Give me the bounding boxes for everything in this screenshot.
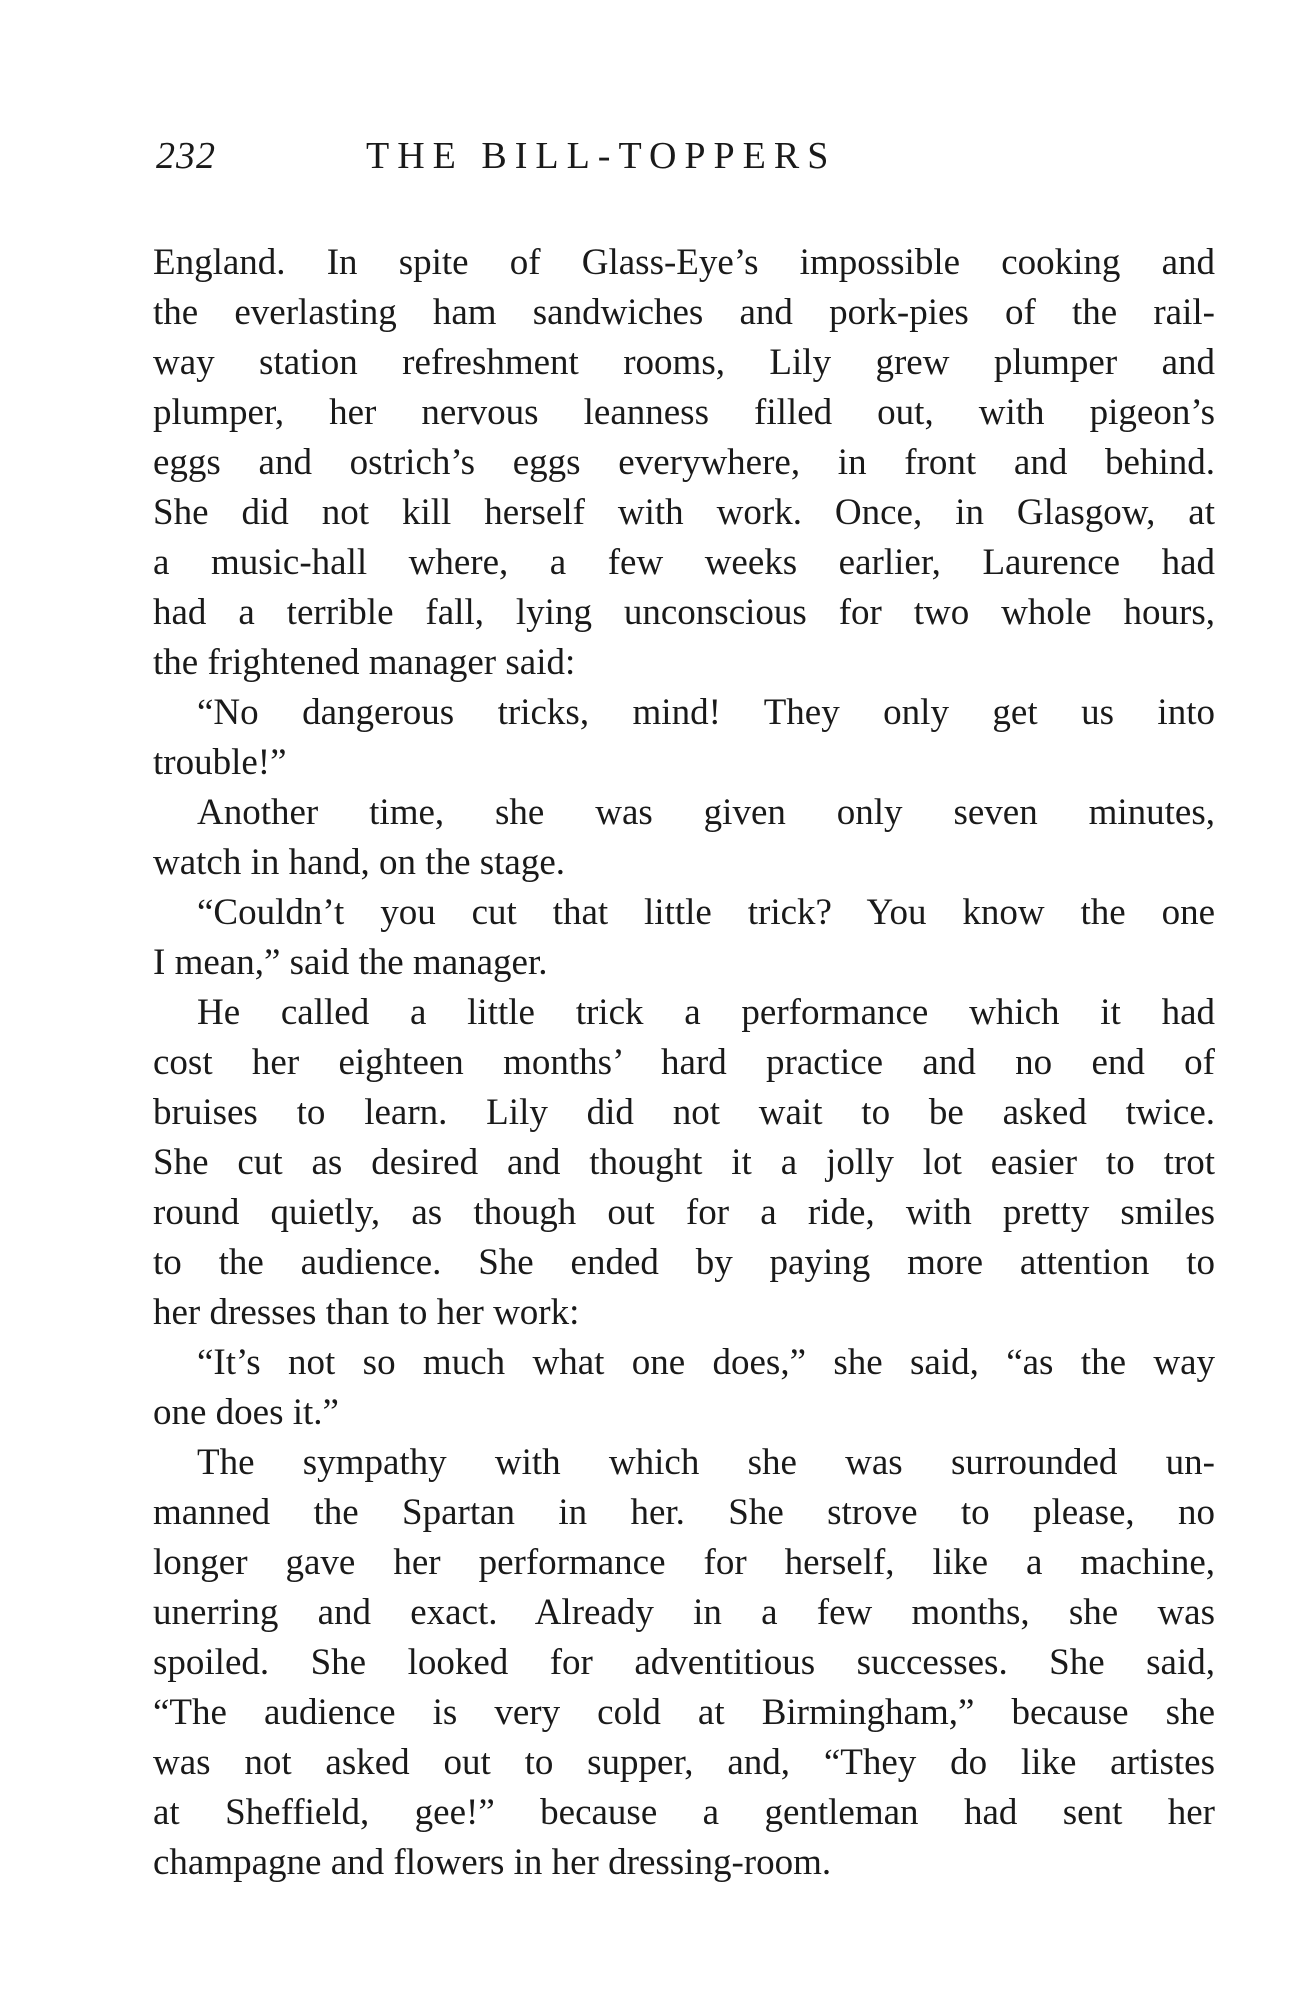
running-title: THE BILL-TOPPERS bbox=[366, 135, 837, 177]
text-line: “It’s not so much what one does,” she said, “as the way bbox=[197, 1342, 1215, 1383]
text-line: one does it.” bbox=[153, 1392, 339, 1433]
text-line: the frightened manager said: bbox=[153, 642, 576, 683]
text-line: was not asked out to supper, and, “They do like artistes bbox=[153, 1742, 1215, 1783]
text-line: England. In spite of Glass-Eye’s impossible cooking and bbox=[153, 242, 1215, 283]
text-line: unerring and exact. Already in a few months, she was bbox=[153, 1592, 1215, 1633]
text-line: “The audience is very cold at Birmingham,” because she bbox=[153, 1692, 1215, 1733]
text-line: her dresses than to her work: bbox=[153, 1292, 580, 1333]
text-line: champagne and flowers in her dressing-room. bbox=[153, 1842, 832, 1883]
text-line: watch in hand, on the stage. bbox=[153, 842, 566, 883]
text-line: I mean,” said the manager. bbox=[153, 942, 548, 983]
text-line: at Sheffield, gee!” because a gentleman had sent her bbox=[153, 1792, 1215, 1833]
page-header bbox=[156, 134, 1216, 194]
text-line: way station refreshment rooms, Lily grew plumper and bbox=[153, 342, 1215, 383]
text-line: had a terrible fall, lying unconscious for two whole hours, bbox=[153, 592, 1215, 633]
page-number: 232 bbox=[156, 135, 216, 177]
text-line: a music-hall where, a few weeks earlier, Laurence had bbox=[153, 542, 1215, 583]
text-line: Another time, she was given only seven minutes, bbox=[197, 792, 1215, 833]
text-line: round quietly, as though out for a ride, with pretty smiles bbox=[153, 1192, 1215, 1233]
text-line: to the audience. She ended by paying more attention to bbox=[153, 1242, 1215, 1283]
text-line: trouble!” bbox=[153, 742, 287, 783]
body-text bbox=[153, 238, 1215, 1888]
text-line: The sympathy with which she was surrounded un- bbox=[197, 1442, 1215, 1483]
text-line: bruises to learn. Lily did not wait to be asked twice. bbox=[153, 1092, 1215, 1133]
text-line: plumper, her nervous leanness filled out, with pigeon’s bbox=[153, 392, 1215, 433]
text-line: the everlasting ham sandwiches and pork-pies of the rail- bbox=[153, 292, 1215, 333]
text-line: spoiled. She looked for adventitious successes. She said, bbox=[153, 1642, 1215, 1683]
text-line: “Couldn’t you cut that little trick? You know the one bbox=[197, 892, 1215, 933]
text-line: eggs and ostrich’s eggs everywhere, in front and behind. bbox=[153, 442, 1215, 483]
text-line: manned the Spartan in her. She strove to please, no bbox=[153, 1492, 1215, 1533]
text-line: “No dangerous tricks, mind! They only get us into bbox=[197, 692, 1215, 733]
text-line: longer gave her performance for herself, like a machine, bbox=[153, 1542, 1215, 1583]
text-line: She did not kill herself with work. Once, in Glasgow, at bbox=[153, 492, 1215, 533]
text-line: cost her eighteen months’ hard practice and no end of bbox=[153, 1042, 1215, 1083]
text-line: He called a little trick a performance which it had bbox=[197, 992, 1215, 1033]
text-line: She cut as desired and thought it a jolly lot easier to trot bbox=[153, 1142, 1215, 1183]
